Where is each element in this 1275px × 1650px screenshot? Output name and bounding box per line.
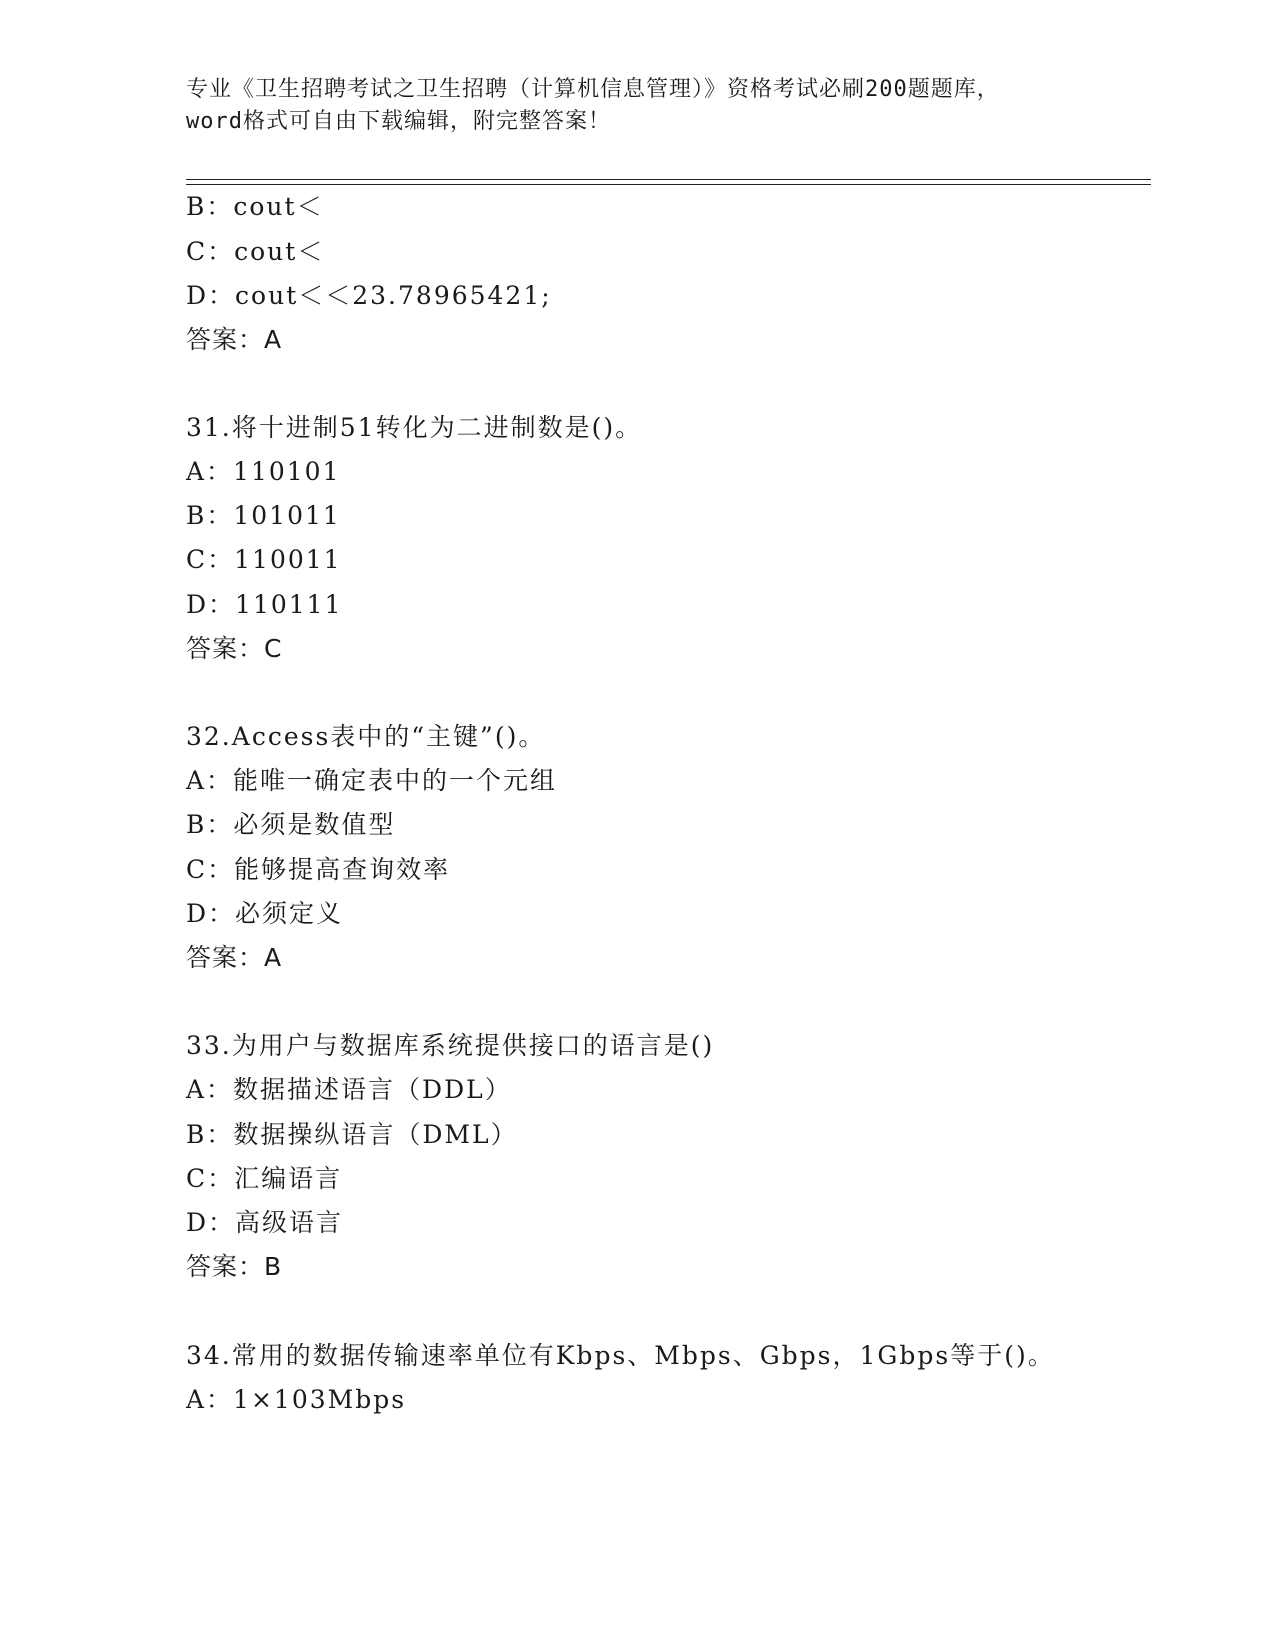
q33-option-a: A：数据描述语言（DDL） bbox=[186, 1075, 512, 1104]
document-header bbox=[186, 74, 1086, 138]
q31-answer: 答案：C bbox=[186, 634, 283, 663]
q32-option-d: D：必须定义 bbox=[186, 899, 344, 928]
q31-option-a: A：110101 bbox=[186, 457, 341, 486]
header-title-line-2: word格式可自由下载编辑，附完整答案！ bbox=[186, 109, 611, 134]
q30-option-b: B：cout＜ bbox=[186, 192, 324, 221]
q34-question: 34.常用的数据传输速率单位有Kbps、Mbps、Gbps，1Gbps等于()。 bbox=[186, 1341, 1055, 1370]
q31-option-d: D：110111 bbox=[186, 590, 343, 619]
q30-option-d: D：cout＜＜23.78965421; bbox=[186, 281, 552, 310]
q33-question: 33.为用户与数据库系统提供接口的语言是() bbox=[186, 1031, 715, 1060]
header-divider-bottom bbox=[186, 184, 1151, 185]
q31-question: 31.将十进制51转化为二进制数是()。 bbox=[186, 413, 643, 442]
q33-option-c: C：汇编语言 bbox=[186, 1164, 343, 1193]
q32-question: 32.Access表中的“主键”()。 bbox=[186, 722, 546, 751]
q33-option-d: D：高级语言 bbox=[186, 1208, 344, 1237]
q33-answer: 答案：B bbox=[186, 1252, 283, 1281]
q30-answer: 答案：A bbox=[186, 325, 283, 354]
q33-option-b: B：数据操纵语言（DML） bbox=[186, 1120, 518, 1149]
q31-option-c: C：110011 bbox=[186, 545, 342, 574]
q32-option-b: B：必须是数值型 bbox=[186, 810, 396, 839]
q32-option-c: C：能够提高查询效率 bbox=[186, 855, 451, 884]
q32-option-a: A：能唯一确定表中的一个元组 bbox=[186, 766, 558, 795]
q30-option-c: C：cout＜ bbox=[186, 237, 325, 266]
header-title-line-1: 专业《卫生招聘考试之卫生招聘（计算机信息管理）》资格考试必刷200题题库， bbox=[186, 77, 1000, 102]
header-divider-top bbox=[186, 179, 1151, 180]
q32-answer: 答案：A bbox=[186, 943, 283, 972]
q34-option-a: A：1×103Mbps bbox=[186, 1385, 407, 1414]
q31-option-b: B：101011 bbox=[186, 501, 341, 530]
